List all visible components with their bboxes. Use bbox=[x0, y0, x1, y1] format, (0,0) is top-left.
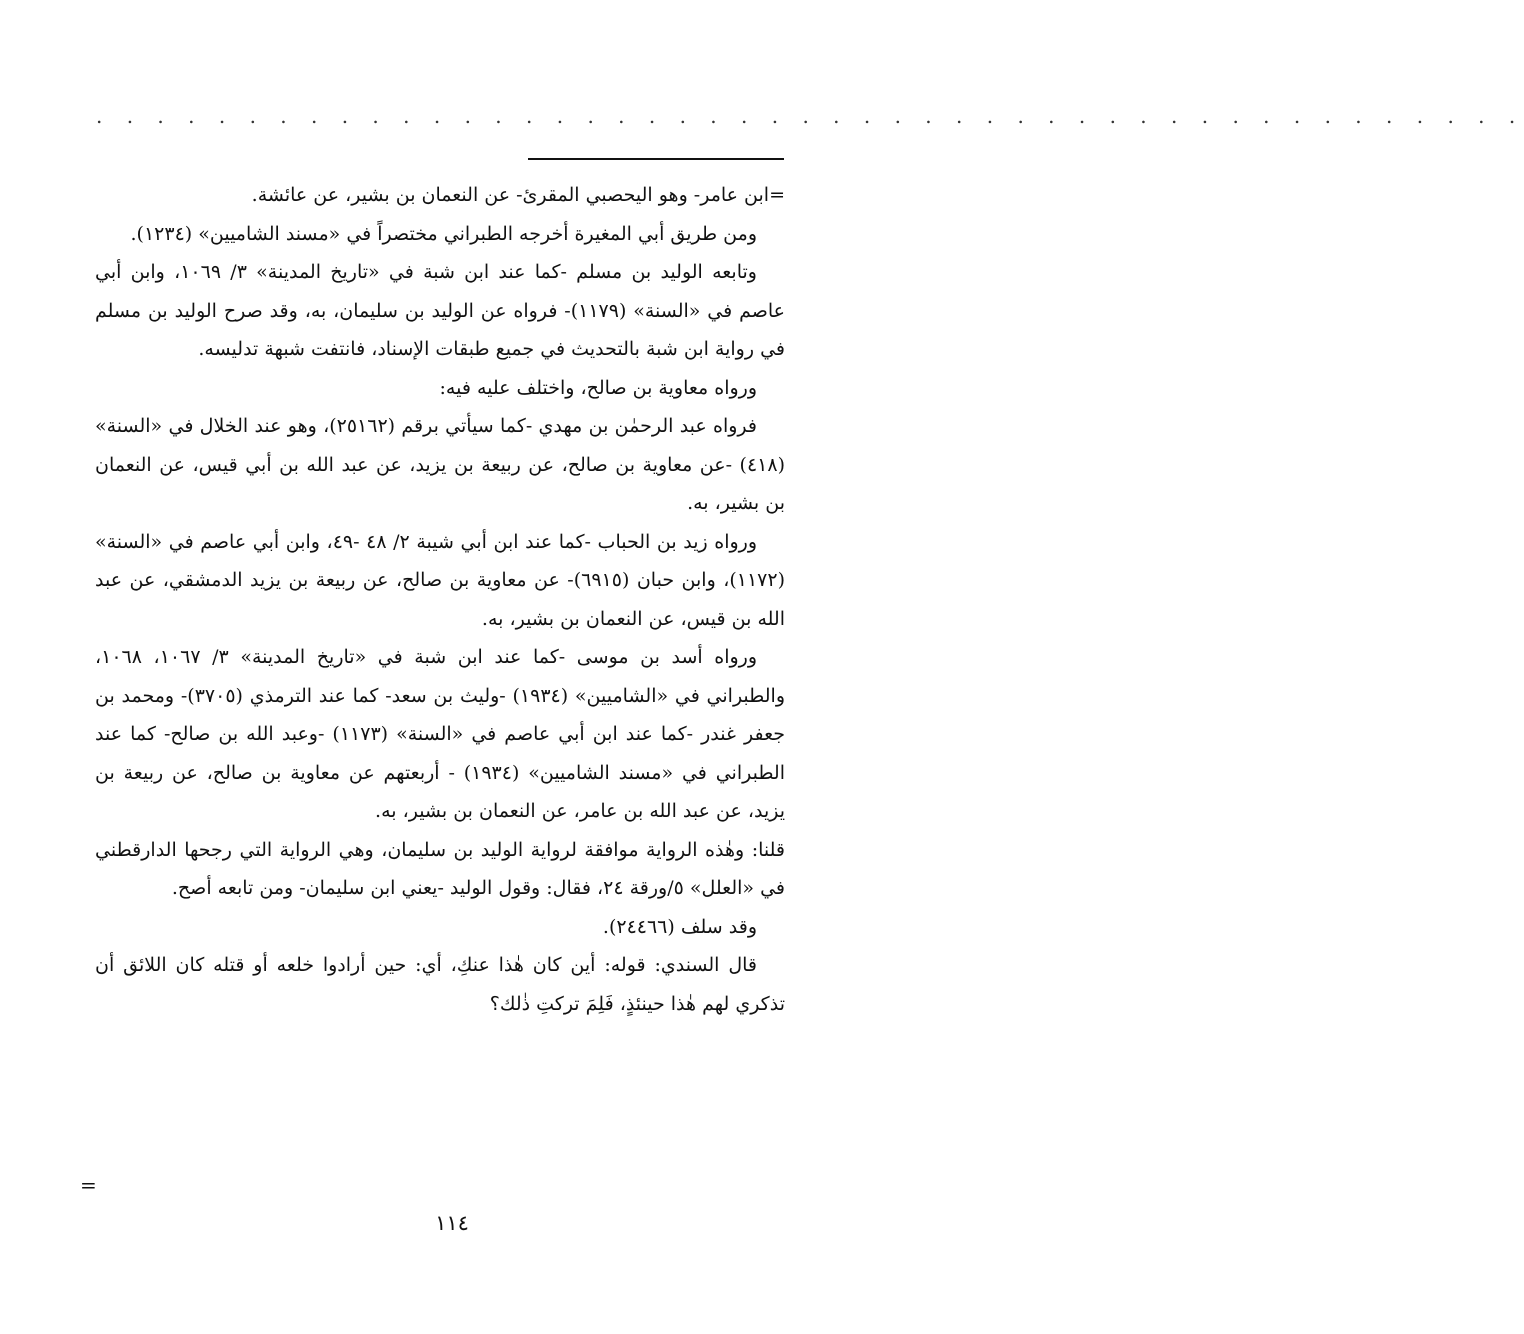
dotted-separator: . . . . . . . . . . . . . . . . . . . . . . . . . . . . . . . . . . . . . . . . . . . . . . . bbox=[96, 104, 1524, 128]
footnote-paragraph: قال السندي: قوله: أين كان هٰذا عنكِ، أي: حين أرادوا خلعه أو قتله كان اللائق أن تذكري لهم هٰذا حينئذٍ، فَلِمَ تركتِ ذٰلك؟ bbox=[95, 954, 785, 1015]
footnote-paragraph: ومن طريق أبي المغيرة أخرجه الطبراني مختصراً في «مسند الشاميين» (١٢٣٤). bbox=[130, 222, 757, 245]
footnote-paragraph: قلنا: وهٰذه الرواية موافقة لرواية الوليد بن سليمان، وهي الرواية التي رجحها الدارقطني في «العلل» ٥/ورقة ٢٤، فقال: وقول الوليد -يعني ابن سليمان- ومن تابعه أصح. bbox=[95, 838, 785, 899]
footnote-paragraph: وقد سلف (٢٤٤٦٦). bbox=[602, 915, 757, 938]
continuation-mark: = bbox=[80, 1173, 97, 1197]
page-number: ١١٤ bbox=[435, 1211, 469, 1235]
footnote-body bbox=[95, 176, 785, 1023]
footnote-rule bbox=[528, 158, 784, 160]
footnote-paragraph: وتابعه الوليد بن مسلم -كما عند ابن شبة في «تاريخ المدينة» ٣/ ١٠٦٩، وابن أبي عاصم في «السنة» (١١٧٩)- فرواه عن الوليد بن سليمان، به، وقد صرح الوليد بن مسلم في رواية ابن شبة بالتحديث في جميع طبقات الإسناد، فانتفت شبهة تدليسه. bbox=[95, 261, 785, 360]
footnote-paragraph: =ابن عامر- وهو اليحصبي المقرئ- عن النعمان بن بشير، عن عائشة. bbox=[251, 184, 785, 206]
footnote-paragraph: ورواه معاوية بن صالح، واختلف عليه فيه: bbox=[439, 376, 757, 399]
footnote-paragraph: ورواه زيد بن الحباب -كما عند ابن أبي شيبة ٢/ ٤٨ -٤٩، وابن أبي عاصم في «السنة» (١١٧٢)، وابن حبان (٦٩١٥)- عن معاوية بن صالح، عن ربيعة بن يزيد الدمشقي، عن عبد الله بن قيس، عن النعمان بن بشير، به. bbox=[95, 530, 786, 630]
footnote-paragraph: فرواه عبد الرحمٰن بن مهدي -كما سيأتي برقم (٢٥١٦٢)، وهو عند الخلال في «السنة» (٤١٨) -عن معاوية بن صالح، عن ربيعة بن يزيد، عن عبد الله بن أبي قيس، عن النعمان بن بشير، به. bbox=[95, 415, 785, 514]
footnote-paragraph: ورواه أسد بن موسى -كما عند ابن شبة في «تاريخ المدينة» ٣/ ١٠٦٧، ١٠٦٨، والطبراني في «الشاميين» (١٩٣٤) -وليث بن سعد- كما عند الترمذي (٣٧٠٥)- ومحمد بن جعفر غندر -كما عند ابن أبي عاصم في «السنة» (١١٧٣) -وعبد الله بن صالح- كما عند الطبراني في «مسند الشاميين» (١٩٣٤) - أربعتهم عن معاوية بن صالح، عن ربيعة بن يزيد، عن عبد الله بن عامر، عن النعمان بن بشير، به. bbox=[95, 646, 785, 822]
